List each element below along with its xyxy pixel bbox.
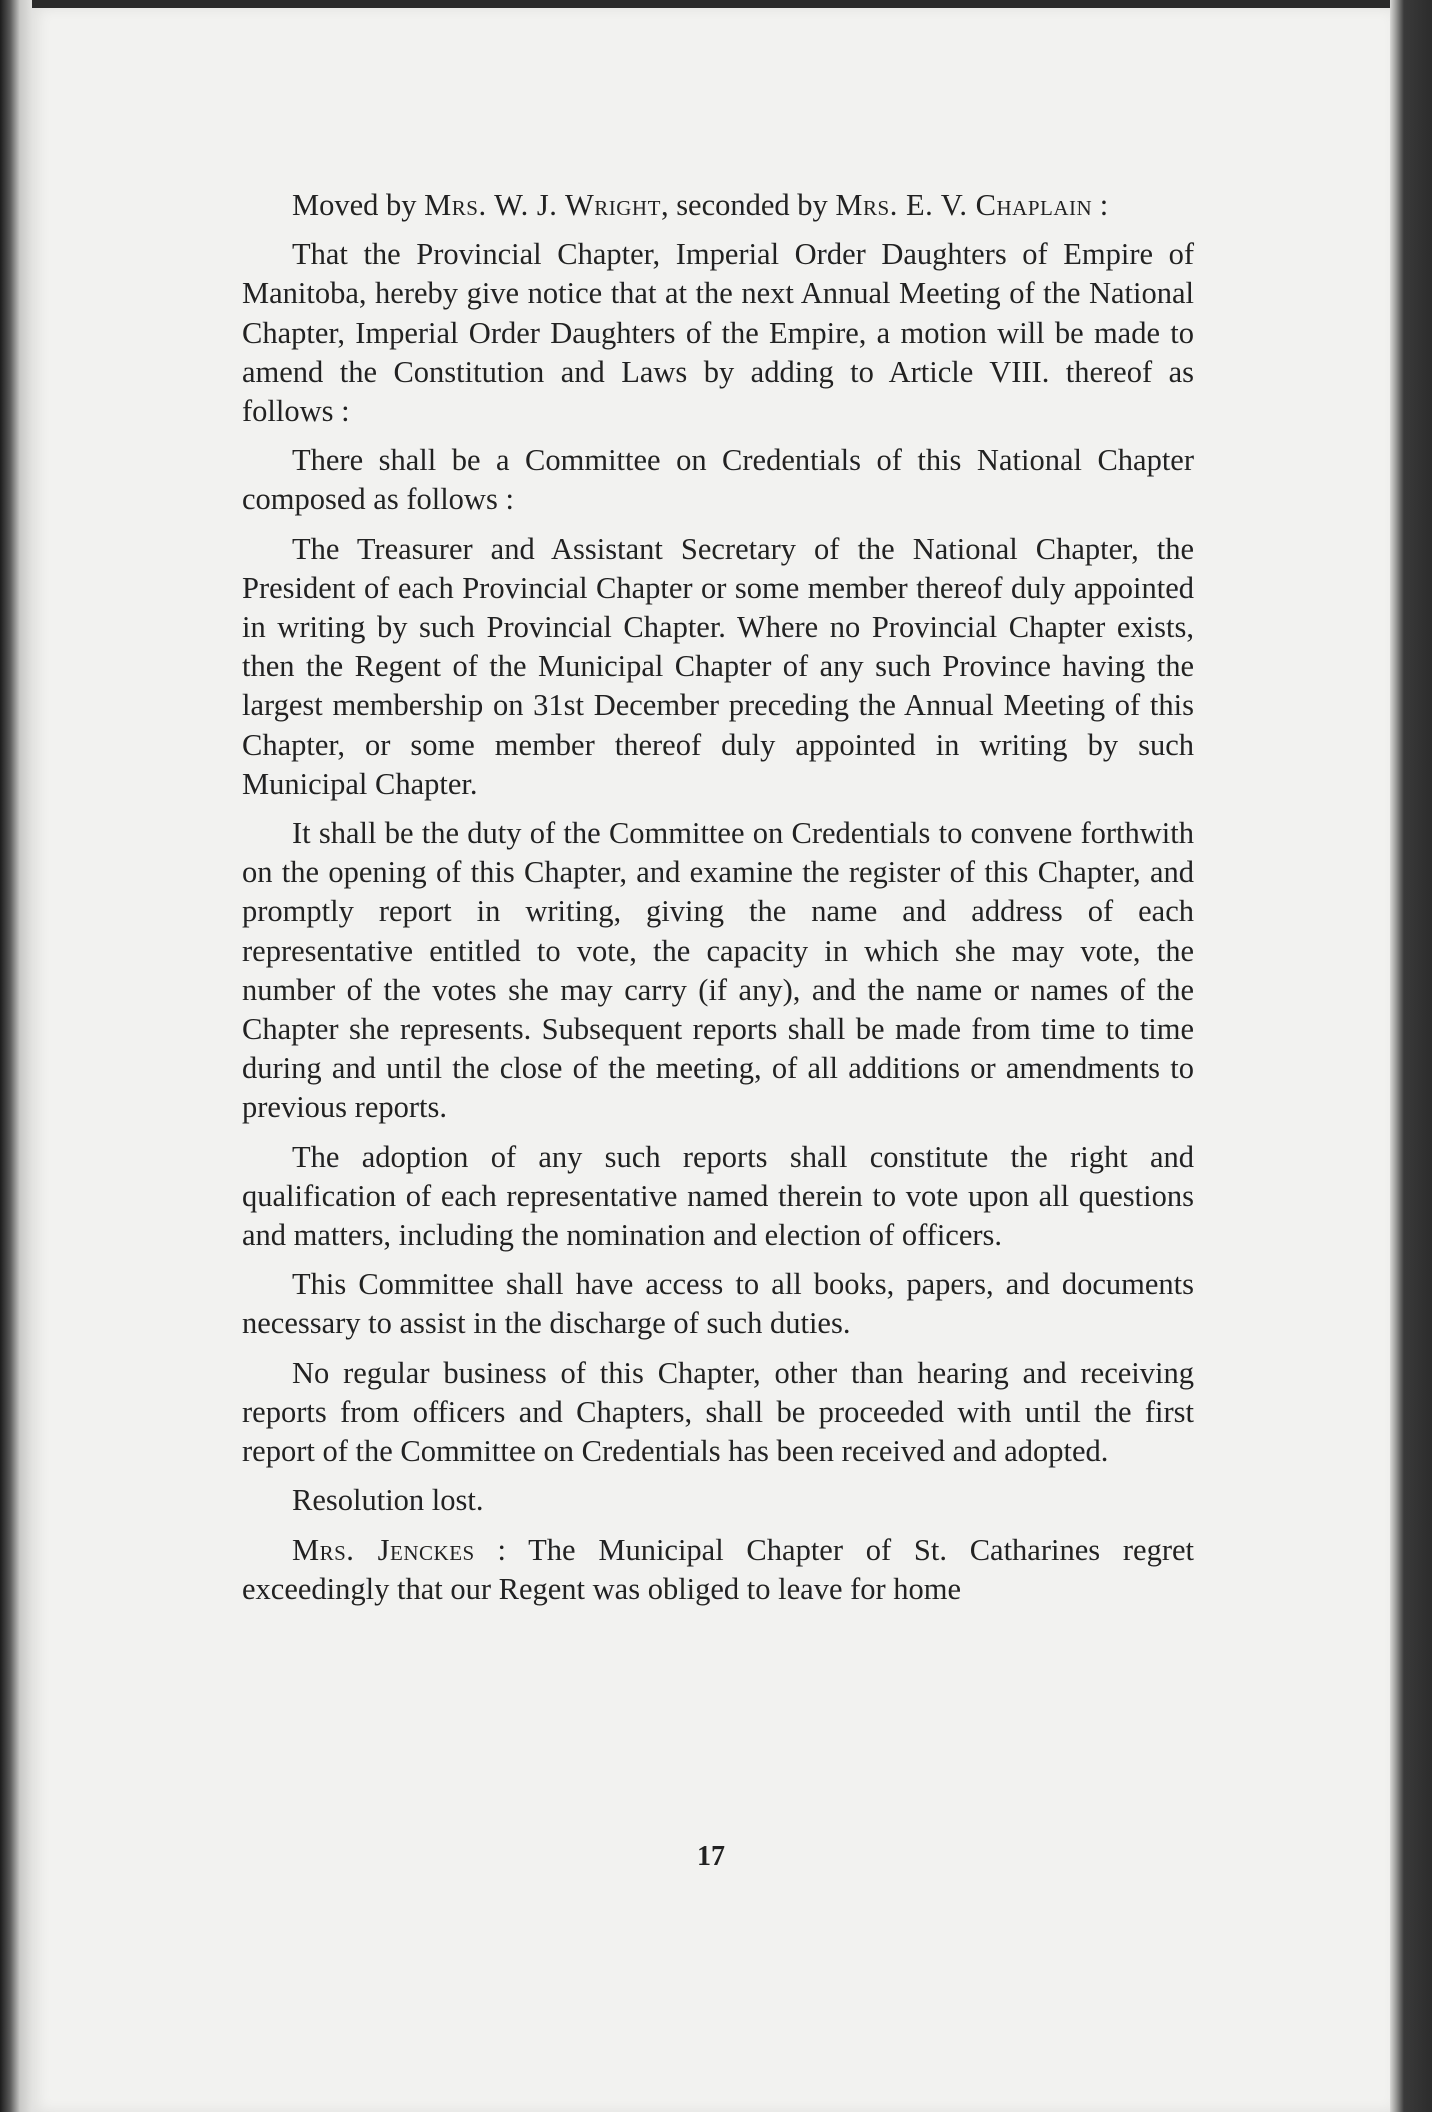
paragraph: That the Provincial Chapter, Imperial Order Daughters of Empire of Manitoba, hereby give notice that at the next Annual Meeting of the National Chapter, Imperial Order Daughters of the Empire, a motion will be made to amend the Constitution and Laws by adding to Article VIII. thereof as follows : (242, 237, 1194, 429)
resolution-status: Resolution lost. (292, 1483, 484, 1518)
motion-opening (242, 186, 1194, 225)
paragraph: The adoption of any such reports shall constitute the right and qualification of each representative named therein to vote upon all questions and matters, including the nomination and election of officers. (242, 1139, 1194, 1253)
mover-name: Mrs. W. J. Wright (424, 188, 661, 222)
moved-by-text: Moved by (292, 188, 425, 222)
scan-border-left (0, 0, 32, 2112)
seconder-name: Mrs. E. V. Chaplain (835, 188, 1093, 222)
body-text (242, 186, 1194, 1619)
speaker-separator: : (474, 1532, 529, 1567)
document-page (32, 8, 1390, 2112)
closing-paragraph (242, 1531, 1194, 1609)
paragraph: No regular business of this Chapter, other than hearing and receiving reports from officers and Chapters, shall be proceeded with until the first report of the Committee on Credentials has been received and adopted. (242, 1355, 1194, 1469)
seconded-by-text: , seconded by (660, 188, 836, 222)
opening-suffix: : (1092, 188, 1109, 222)
paragraph: The Treasurer and Assistant Secretary of the National Chapter, the President of each Provincial Chapter or some member thereof duly appointed in writing by such Provincial Chapter. Where no Provincial Chapter exists, then the Regent of the Municipal Chapter of any such Province having the largest membership on 31st December preceding the Annual Meeting of this Chapter, or some member thereof duly appointed in writing by such Municipal Chapter. (242, 531, 1194, 801)
paragraph: It shall be the duty of the Committee on Credentials to convene forthwith on the opening of this Chapter, and examine the register of this Chapter, and promptly report in writing, giving the name and address of each representative entitled to vote, the capacity in which she may vote, the number of the votes she may carry (if any), and the name or names of the Chapter she represents. Subsequent reports shall be made from time to time during and until the close of the meeting, of all additions or amendments to previous reports. (242, 816, 1194, 1125)
paragraph: There shall be a Committee on Credentials of this National Chapter composed as follows : (242, 443, 1194, 517)
scan-border-right (1390, 0, 1432, 2112)
paragraph: This Committee shall have access to all books, papers, and documents necessary to assist in the discharge of such duties. (242, 1267, 1194, 1341)
closing-text: The Municipal Chapter of St. Catharines regret exceedingly that our Regent was obliged to leave for home (242, 1532, 1194, 1606)
page-number: 17 (697, 1841, 725, 1872)
speaker-name: Mrs. Jenckes (292, 1532, 475, 1567)
